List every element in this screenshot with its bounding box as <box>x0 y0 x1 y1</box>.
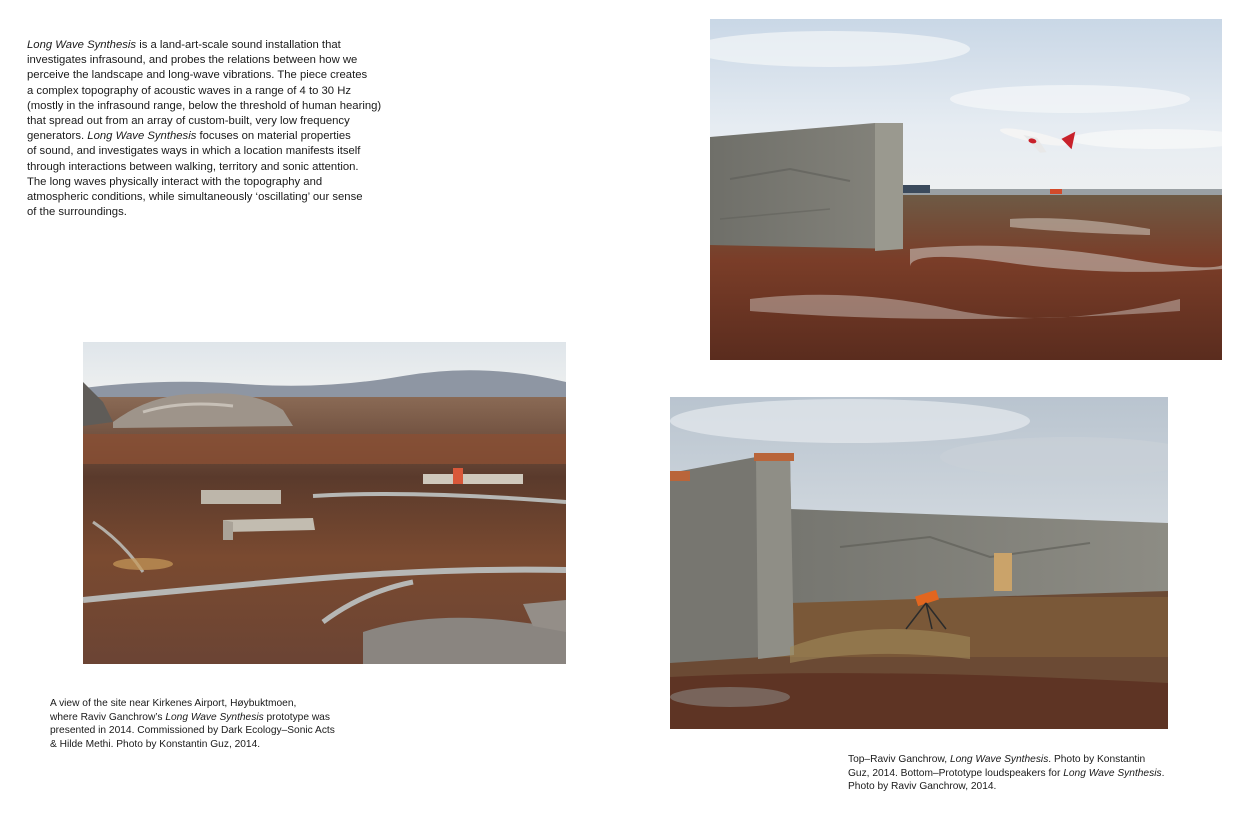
title-italic: Long Wave Synthesis <box>949 754 1049 765</box>
caption-left: A view of the site near Kirkenes Airport, Høybuktmoen, where Raviv Ganchrow’s Long Wave Synthesis prototype was presented in 2014. Commissioned by Dark Ecology–Sonic Acts & Hilde Methi. Photo by Konstantin Guz, 2014. <box>50 698 335 750</box>
title-italic: Long Wave Synthesis <box>1063 767 1162 779</box>
photo-site-view <box>83 342 566 664</box>
photo-loudspeakers <box>670 397 1168 729</box>
title-italic: Long Wave Synthesis <box>165 711 264 723</box>
caption-right: Top–Raviv Ganchrow, Long Wave Synthesis. Photo by Konstantin Guz, 2014. Bottom–Prototype loudspeakers for Long Wave Synthesis. Photo by Raviv Ganchrow, 2014. <box>848 754 1165 793</box>
title-italic: Long Wave Synthesis <box>27 39 137 51</box>
intro-paragraph: Long Wave Synthesis is a land-art-scale sound installation that investigates infrasound, and probes the relations between how we perceive the landscape and long-wave vibrations. The piece creates a complex topography of acoustic waves in a range of 4 to 30 Hz (mostly in the infrasound range, below the threshold of human hearing) that spread out from an array of custom-built, very low frequency generators. Long Wave Synthesis focuses on material properties of sound, and investigates ways in which a location manifests itself through interactions between walking, territory and sonic attention. The long waves physically interact with the topography and atmospheric conditions, while simultaneously ‘oscillating’ our sense of the surroundings. <box>27 39 382 219</box>
title-italic: Long Wave Synthesis <box>87 130 197 143</box>
photo-wall-airplane <box>710 19 1222 360</box>
